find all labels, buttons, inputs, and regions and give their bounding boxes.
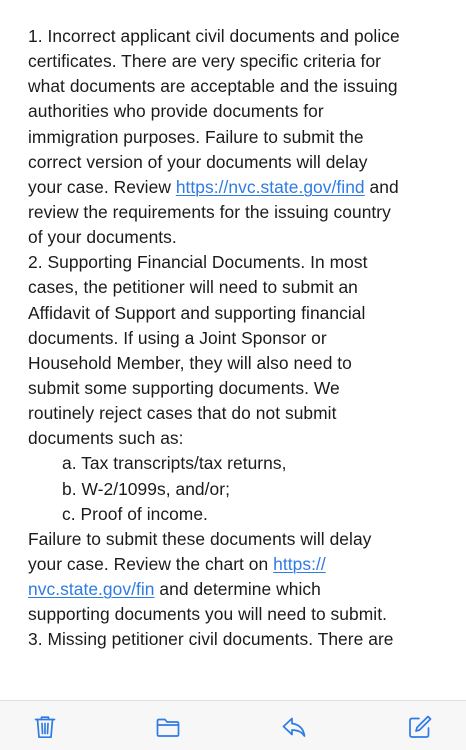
email-line (28, 49, 446, 74)
email-line (28, 351, 446, 376)
body-text: c. Proof of income. (62, 503, 208, 524)
body-text: certificates. There are very specific criteria for (28, 51, 382, 72)
body-text: 3. Missing petitioner civil documents. There are (28, 629, 394, 650)
url-link[interactable]: https://nvc.state.gov/find (175, 176, 365, 197)
email-body (28, 24, 446, 704)
email-line (28, 401, 446, 426)
email-line (28, 577, 446, 602)
email-line (28, 250, 446, 275)
email-line (28, 477, 446, 502)
email-line (28, 24, 446, 49)
url-link[interactable]: nvc.state.gov/fin (28, 579, 155, 600)
body-text: and determine which (154, 579, 321, 600)
email-line (28, 175, 446, 200)
compose-button[interactable] (406, 713, 434, 741)
body-text: authorities who provide documents for (28, 101, 324, 122)
body-text: documents. If using a Joint Sponsor or (28, 327, 327, 348)
body-text: cases, the petitioner will need to submit an (28, 277, 358, 298)
body-text: a. Tax transcripts/tax returns, (62, 453, 287, 474)
email-line (28, 275, 446, 300)
email-line (28, 74, 446, 99)
body-text: your case. Review (28, 176, 176, 197)
email-line (28, 200, 446, 225)
folder-icon (155, 714, 181, 740)
move-to-folder-button[interactable] (154, 713, 182, 741)
body-text: Failure to submit these documents will delay (28, 528, 372, 549)
body-text: of your documents. (28, 227, 177, 248)
delete-button[interactable] (31, 713, 59, 741)
body-text: documents such as: (28, 428, 184, 449)
email-line (28, 451, 446, 476)
email-line (28, 426, 446, 451)
body-text: b. W-2/1099s, and/or; (62, 478, 230, 499)
email-line (28, 125, 446, 150)
url-link[interactable]: https:// (273, 553, 326, 574)
reply-icon (281, 714, 307, 740)
body-text: review the requirements for the issuing country (28, 201, 391, 222)
body-text: 2. Supporting Financial Documents. In most (28, 252, 368, 273)
body-text: and (364, 176, 399, 197)
body-text: Household Member, they will also need to (28, 352, 352, 373)
email-line (28, 502, 446, 527)
reply-button[interactable] (280, 713, 308, 741)
email-line (28, 150, 446, 175)
email-line (28, 602, 446, 627)
body-text: 1. Incorrect applicant civil documents and police (28, 26, 400, 46)
email-line (28, 326, 446, 351)
body-text: routinely reject cases that do not submit (28, 403, 337, 424)
bottom-toolbar (0, 700, 466, 750)
email-line (28, 301, 446, 326)
email-line (28, 376, 446, 401)
body-text: Affidavit of Support and supporting financial (28, 302, 366, 323)
email-line (28, 527, 446, 552)
body-text: what documents are acceptable and the issuing (28, 76, 398, 97)
email-line (28, 99, 446, 124)
email-line (28, 552, 446, 577)
body-text: correct version of your documents will delay (28, 151, 368, 172)
email-line (28, 627, 446, 652)
body-text: immigration purposes. Failure to submit the (28, 126, 364, 147)
body-text: supporting documents you will need to submit. (28, 604, 387, 625)
body-text: your case. Review the chart on (28, 553, 274, 574)
body-text: submit some supporting documents. We (28, 377, 340, 398)
trash-icon (32, 714, 58, 740)
email-line (28, 225, 446, 250)
compose-icon (407, 714, 433, 740)
